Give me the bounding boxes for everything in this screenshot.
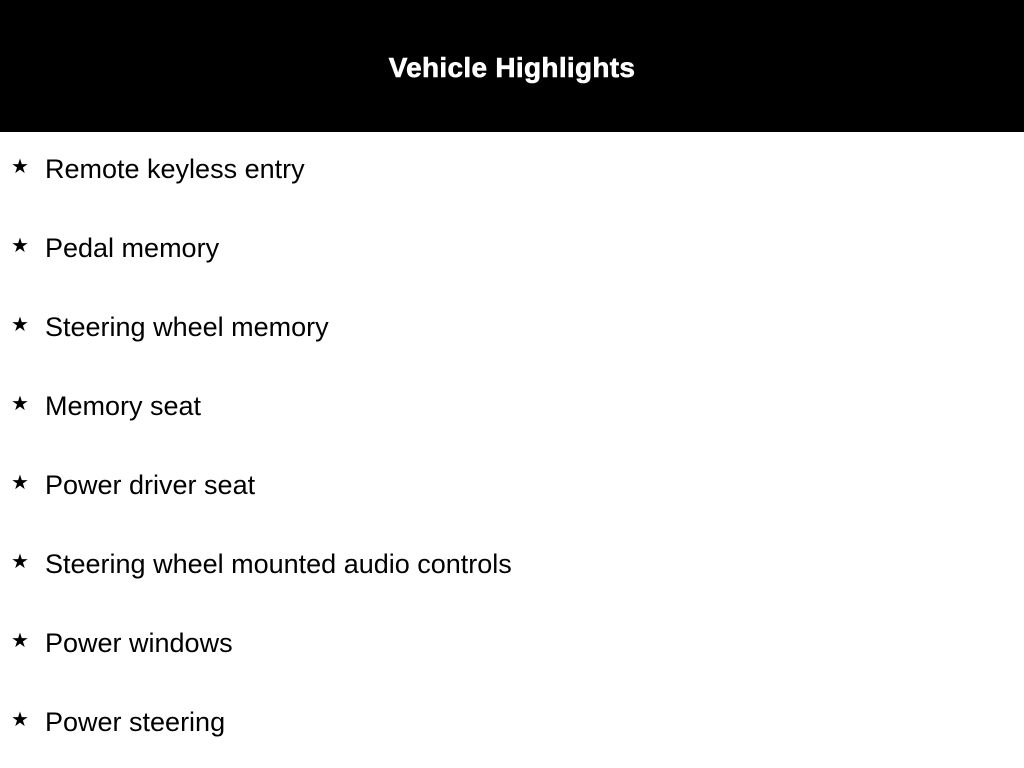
list-item [0, 448, 1024, 527]
list-item [0, 132, 1024, 211]
star-icon: ★ [11, 628, 29, 652]
list-item [0, 606, 1024, 685]
star-icon: ★ [11, 549, 29, 573]
list-item [0, 369, 1024, 448]
star-icon: ★ [11, 391, 29, 415]
list-item-label: Memory seat [45, 391, 202, 421]
list-item-label: Power driver seat [45, 470, 256, 500]
list-item-label: Power steering [45, 707, 226, 737]
list-item-label: Power windows [45, 628, 233, 658]
list-item-label: Remote keyless entry [45, 154, 305, 184]
star-icon: ★ [11, 707, 29, 731]
star-icon: ★ [11, 312, 29, 336]
list-item [0, 685, 1024, 764]
star-icon: ★ [11, 233, 29, 257]
list-item-label: Pedal memory [45, 233, 220, 263]
header-bar [0, 0, 1024, 132]
star-icon: ★ [11, 154, 29, 178]
star-icon: ★ [11, 470, 29, 494]
list-item-label: Steering wheel mounted audio controls [45, 549, 512, 579]
list-item [0, 211, 1024, 290]
list-item [0, 527, 1024, 606]
list-item-label: Steering wheel memory [45, 312, 329, 342]
list-item [0, 290, 1024, 369]
page-title: Vehicle Highlights [388, 52, 636, 83]
